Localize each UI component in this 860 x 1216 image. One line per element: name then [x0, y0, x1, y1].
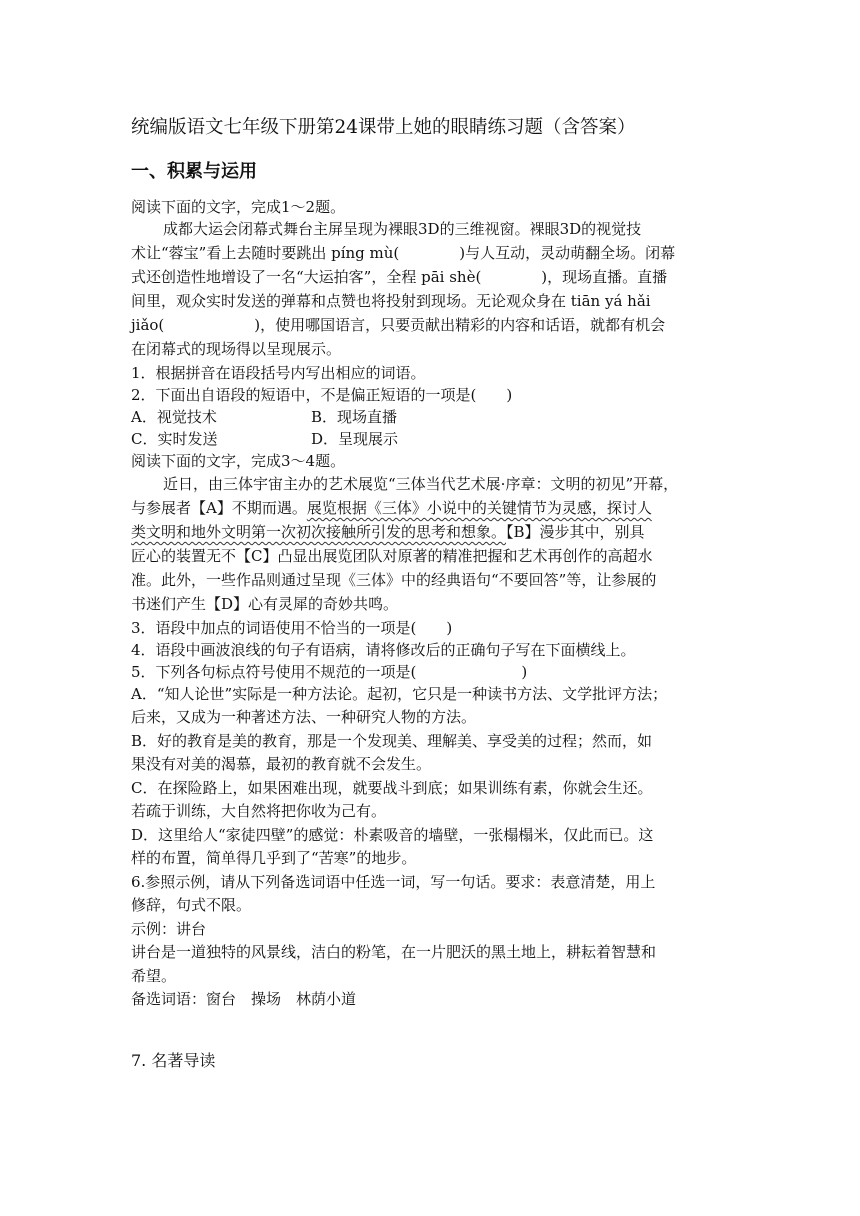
option-a-line: A．“知人论世”实际是一种方法论。起初，它只是一种读书方法、文学批评方法；	[131, 685, 668, 703]
example-text: 希望。	[131, 967, 177, 985]
wavy-underlined-sentence: 类文明和地外文明第一次初次接触所引发的思考和想象。	[131, 523, 507, 541]
passage2-text: 【B】漫步其中，别具	[506, 523, 645, 541]
passage1-intro: 阅读下面的文字，完成1～2题。	[131, 198, 346, 216]
question-4: 4．语段中画波浪线的句子有语病，请将修改后的正确句子写在下面横线上。	[131, 641, 636, 659]
passage1-line: jiǎo( )，使用哪国语言，只要贡献出精彩的内容和话语，就都有机会	[131, 316, 666, 334]
section-heading: 一、积累与运用	[131, 161, 257, 182]
option-d-line: D．这里给人“家徒四壁”的感觉：朴素吸音的墙壁，一张榻榻米，仅此而已。这	[131, 826, 654, 844]
question-2-options-row2	[131, 428, 731, 450]
wavy-underlined-sentence: 展览根据《三体》小说中的关键情节为灵感，探讨人	[306, 499, 652, 517]
option-d-line: 样的布置，简单得几乎到了“苦寒”的地步。	[131, 849, 417, 867]
option-c-line: C．在探险路上，如果困难出现，就要战斗到底；如果训练有素，你就会生还。	[131, 779, 653, 797]
option-d: D．呈现展示	[311, 430, 399, 448]
example-text: 讲台是一道独特的风景线，洁白的粉笔，在一片肥沃的黑土地上，耕耘着智慧和	[131, 943, 657, 961]
passage2-line: 匠心的装置无不【C】凸显出展览团队对原著的精准把握和艺术再创作的高超水	[131, 547, 653, 565]
passage2-intro: 阅读下面的文字，完成3～4题。	[131, 452, 346, 470]
question-7: 7. 名著导读	[131, 1051, 216, 1070]
option-c-line: 若疏于训练，大自然将把你收为己有。	[131, 802, 387, 820]
option-c: C．实时发送	[131, 430, 218, 448]
passage2-line	[131, 521, 731, 543]
choice-words: 备选词语：窗台 操场 林荫小道	[131, 990, 357, 1008]
question-3: 3．语段中加点的词语使用不恰当的一项是( )	[131, 619, 453, 637]
passage1-line: 成都大运会闭幕式舞台主屏呈现为裸眼3D的三维视窗。裸眼3D的视觉技	[163, 220, 642, 238]
question-5: 5．下列各句标点符号使用不规范的一项是( )	[131, 663, 528, 681]
option-b-line: B．好的教育是美的教育，那是一个发现美、理解美、享受美的过程；然而，如	[131, 732, 653, 750]
passage1-line: 在闭幕式的现场得以呈现展示。	[131, 340, 342, 358]
passage1-line: 式还创造性地增设了一名“大运拍客”，全程 pāi shè( )，现场直播。直播	[131, 268, 668, 286]
passage2-text: 与参展者【A】不期而遇。	[131, 499, 307, 517]
option-b: B．现场直播	[311, 408, 398, 426]
document-title: 统编版语文七年级下册第24课带上她的眼睛练习题（含答案）	[131, 117, 636, 138]
question-2-options-row1	[131, 406, 731, 428]
example-label: 示例：讲台	[131, 920, 207, 938]
passage2-line: 准。此外，一些作品则通过呈现《三体》中的经典语句“不要回答”等，让参展的	[131, 571, 657, 589]
passage2-line: 书迷们产生【D】心有灵犀的奇妙共鸣。	[131, 595, 399, 613]
question-1: 1．根据拼音在语段括号内写出相应的词语。	[131, 364, 426, 382]
option-b-line: 果没有对美的渴慕，最初的教育就不会发生。	[131, 755, 432, 773]
passage1-line: 间里，观众实时发送的弹幕和点赞也将投射到现场。无论观众身在 tiān yá hǎi	[131, 292, 651, 310]
passage2-line	[131, 497, 731, 519]
question-2: 2．下面出自语段的短语中，不是偏正短语的一项是( )	[131, 386, 513, 404]
question-6: 修辞，句式不限。	[131, 896, 252, 914]
option-a: A．视觉技术	[131, 408, 217, 426]
passage1-line: 术让“蓉宝”看上去随时要跳出 píng mù( )与人互动，灵动萌翻全场。闭幕	[131, 244, 676, 262]
question-6: 6.参照示例，请从下列备选词语中任选一词，写一句话。要求：表意清楚，用上	[131, 873, 656, 891]
passage2-line: 近日，由三体宇宙主办的艺术展览“三体当代艺术展·序章：文明的初见”开幕，	[163, 475, 679, 493]
option-a-line: 后来，又成为一种著述方法、一种研究人物的方法。	[131, 708, 477, 726]
